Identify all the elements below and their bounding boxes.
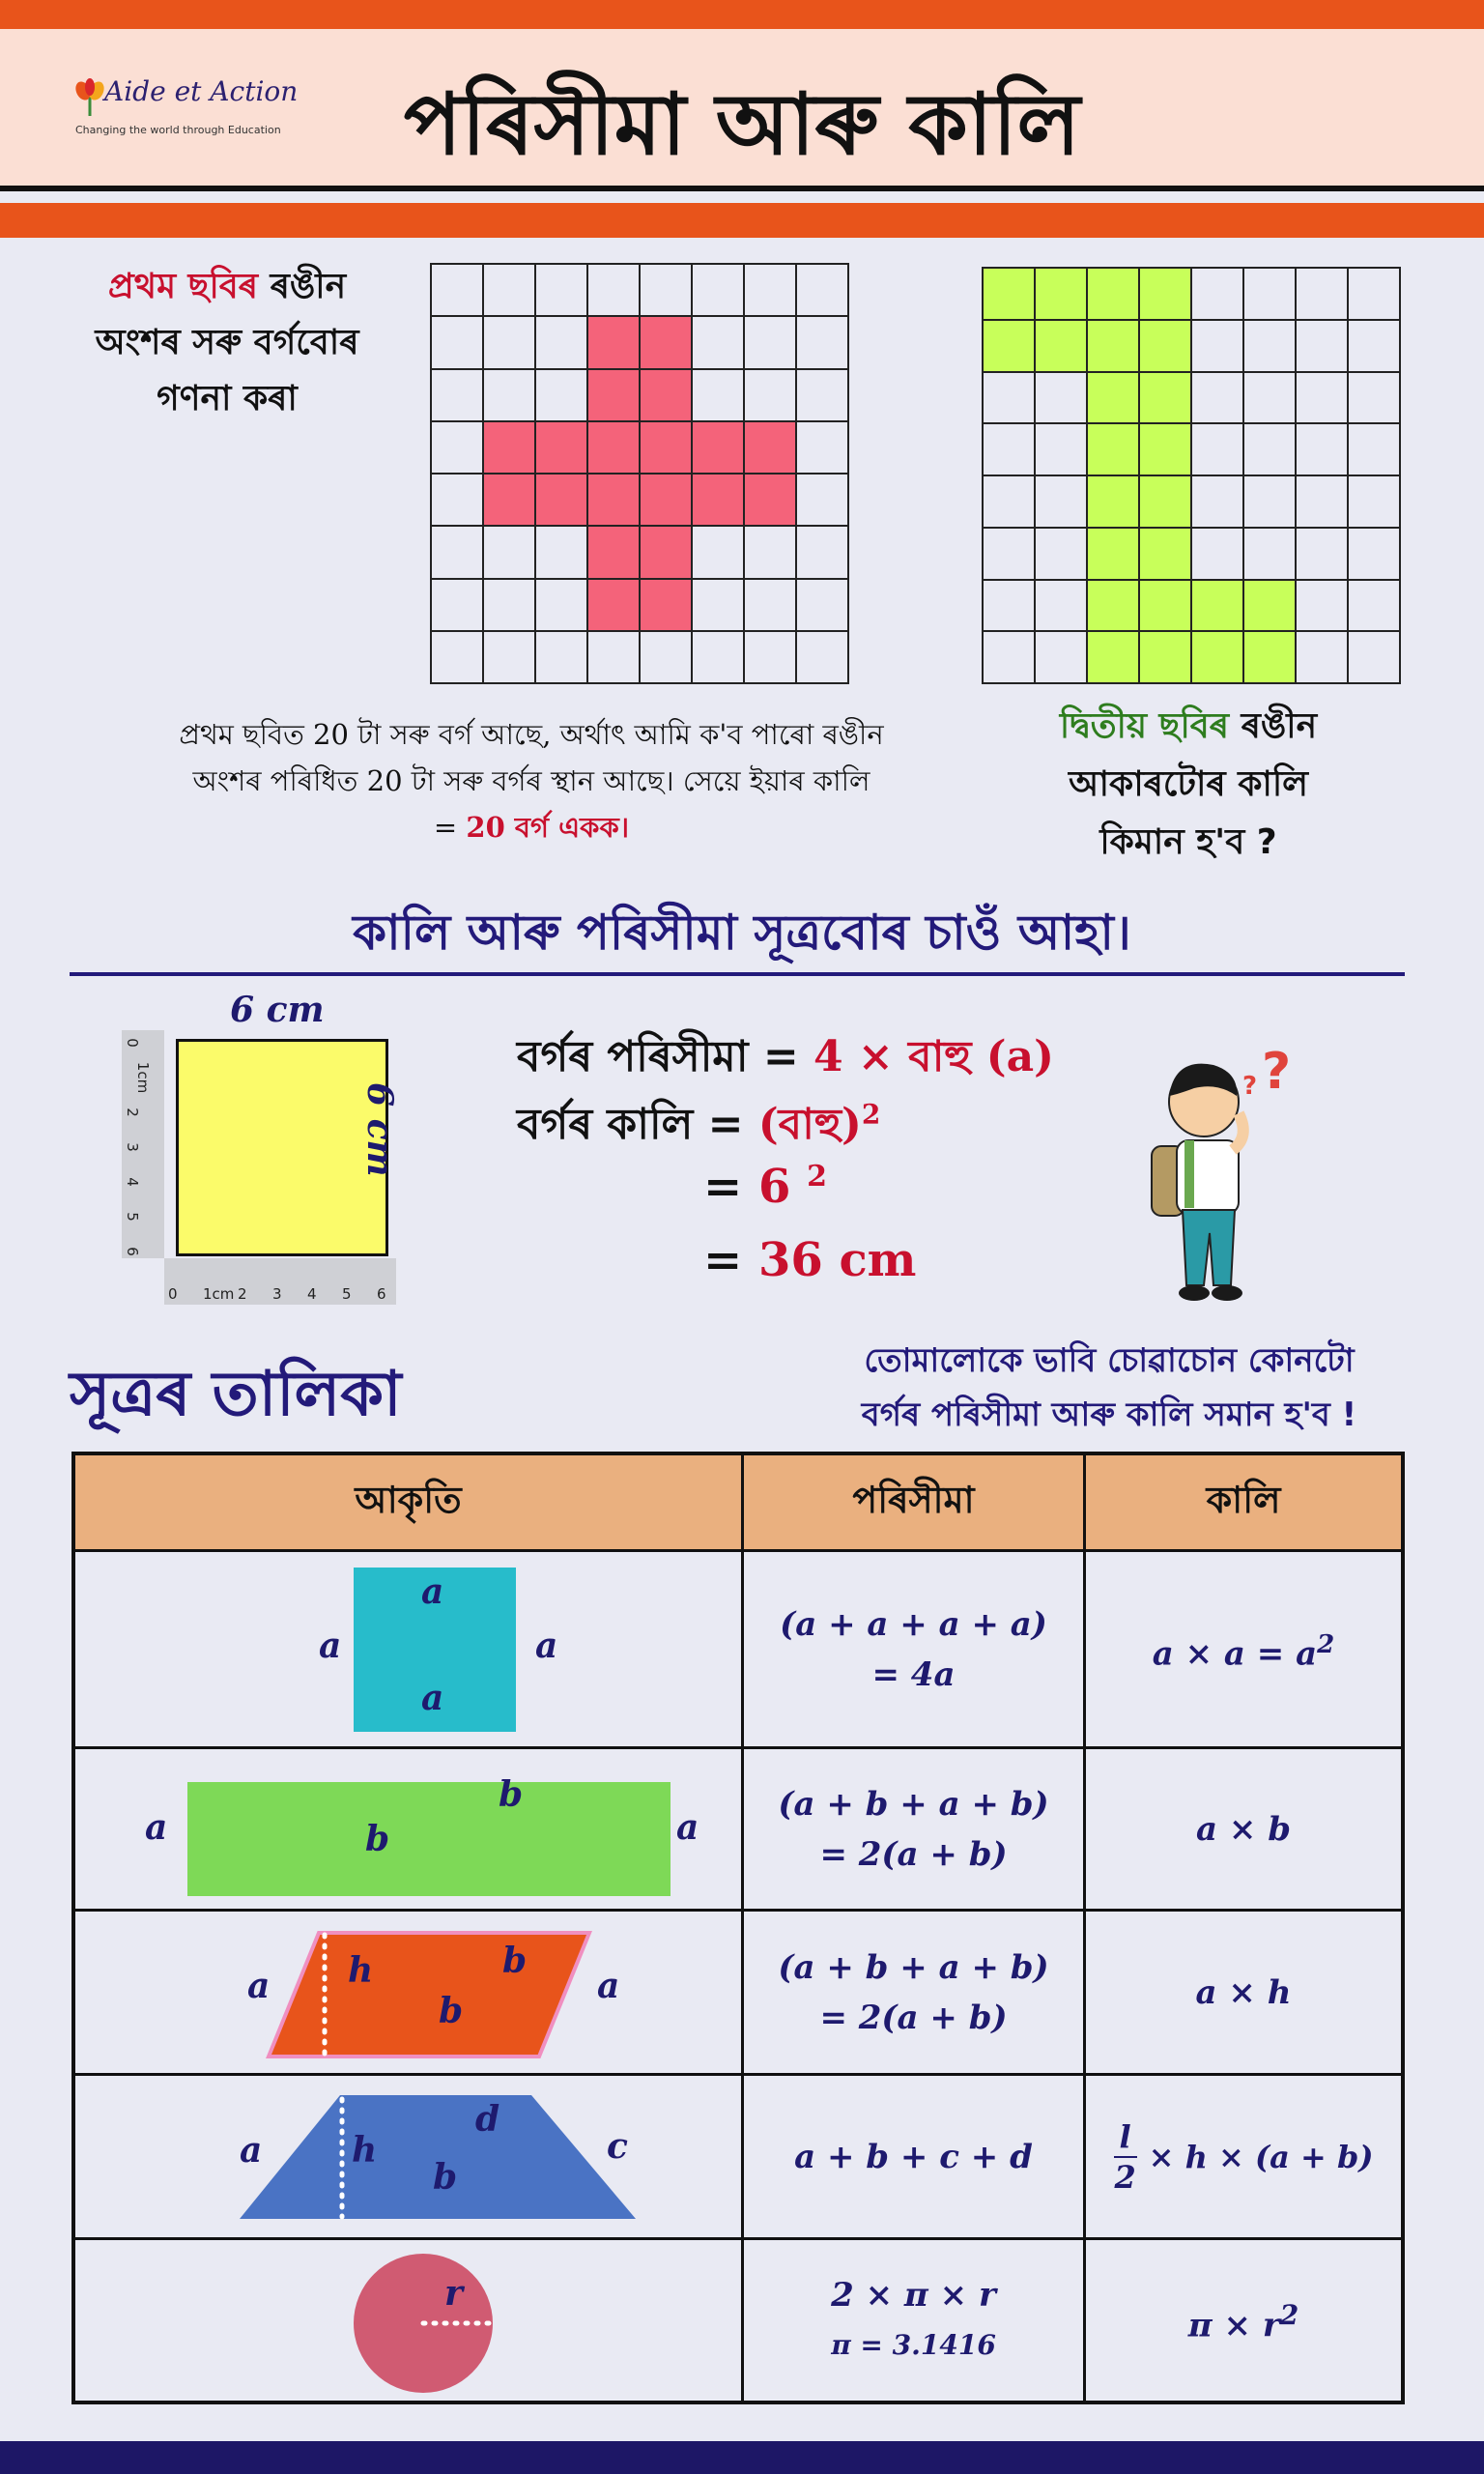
trapezium-perimeter: a + b + c + d bbox=[794, 2137, 1033, 2176]
square-area-exp-cell: 2 bbox=[1317, 1629, 1335, 1659]
grid-cell bbox=[536, 580, 588, 632]
question-second-line1: ৰঙীন bbox=[1229, 706, 1318, 746]
grid-cell-filled bbox=[1140, 632, 1192, 684]
grid-cell-filled bbox=[641, 317, 693, 369]
rectangle-label-right: a bbox=[676, 1807, 699, 1848]
grid-cell bbox=[693, 580, 745, 632]
trapezium-label-top: d bbox=[475, 2099, 500, 2140]
question-second-highlight: দ্বিতীয় ছবিৰ bbox=[1059, 706, 1230, 746]
grid-cell bbox=[984, 581, 1036, 633]
square-label-top: a bbox=[421, 1571, 444, 1612]
parallelogram-area-formula: a × h bbox=[1195, 1972, 1292, 2012]
ruler-v-tick-label: 5 bbox=[123, 1212, 141, 1222]
ruler-h-tick-label: 0 bbox=[168, 1285, 178, 1303]
grid-cell bbox=[797, 370, 849, 422]
grid-cell-filled bbox=[1088, 476, 1140, 529]
grid-cell bbox=[1036, 476, 1088, 529]
grid-cell-filled bbox=[641, 580, 693, 632]
ruler-v-tick-label: 3 bbox=[123, 1142, 141, 1152]
ruler-h-tick-label: 3 bbox=[272, 1285, 282, 1303]
grid-cell bbox=[1036, 581, 1088, 633]
grid-cell bbox=[536, 265, 588, 317]
grid-cell bbox=[432, 317, 484, 369]
grid-cell bbox=[588, 632, 641, 684]
grid-cell bbox=[797, 580, 849, 632]
grid-cell-filled bbox=[1036, 321, 1088, 373]
grid-cell bbox=[1349, 269, 1401, 321]
ruler-v-tick-label: 4 bbox=[123, 1177, 141, 1187]
grid-cell bbox=[1349, 373, 1401, 425]
trapezium-label-height: h bbox=[352, 2130, 378, 2171]
square-top-side-label: 6 cm bbox=[230, 990, 325, 1030]
table-row-square bbox=[75, 1552, 1401, 1749]
grid-cell-filled bbox=[536, 422, 588, 475]
header-bottom-stripe bbox=[0, 203, 1484, 238]
grid-cell bbox=[984, 529, 1036, 581]
first-grid bbox=[430, 263, 849, 684]
square-area-formula-cell: a × a = a bbox=[1152, 1634, 1318, 1674]
rectangle-shape bbox=[187, 1782, 671, 1896]
trapezium-label-left: a bbox=[240, 2130, 263, 2171]
square-label-right: a bbox=[535, 1625, 558, 1666]
heading-rule bbox=[70, 972, 1405, 976]
top-stripe bbox=[0, 0, 1484, 29]
rectangle-label-left: a bbox=[145, 1807, 168, 1848]
grid-cell bbox=[432, 265, 484, 317]
ruler-h-tick-label: 2 bbox=[238, 1285, 247, 1303]
grid-cell bbox=[1349, 424, 1401, 476]
rectangle-perimeter-line1: (a + b + a + b) bbox=[778, 1784, 1049, 1824]
trapezium-area-denominator: 2 bbox=[1114, 2158, 1136, 2196]
grid-cell bbox=[1297, 424, 1349, 476]
parallelogram-label-center: b bbox=[439, 1991, 464, 2031]
grid-cell bbox=[1192, 424, 1244, 476]
calc1-value: 6 bbox=[757, 1160, 791, 1214]
example-square bbox=[176, 1039, 388, 1256]
grid-cell bbox=[484, 265, 536, 317]
grid-cell bbox=[536, 317, 588, 369]
square-perimeter-line1: (a + a + a + a) bbox=[780, 1604, 1047, 1644]
grid-cell bbox=[1244, 424, 1297, 476]
grid-cell bbox=[432, 370, 484, 422]
grid-cell bbox=[984, 373, 1036, 425]
grid-cell-filled bbox=[984, 321, 1036, 373]
grid-cell-filled bbox=[1140, 373, 1192, 425]
question-second-picture bbox=[995, 698, 1382, 872]
grid-cell-filled bbox=[588, 422, 641, 475]
grid-cell bbox=[984, 632, 1036, 684]
grid-cell bbox=[1244, 529, 1297, 581]
circle-perimeter-formula: 2 × π × r bbox=[831, 2276, 996, 2315]
square-perimeter-line2: = 4a bbox=[871, 1654, 956, 1694]
ruler-v-tick-label: 0 bbox=[123, 1038, 141, 1048]
ruler-v-tick-label: 2 bbox=[123, 1108, 141, 1117]
grid-cell bbox=[1349, 321, 1401, 373]
square-area-exponent: 2 bbox=[861, 1098, 881, 1131]
grid-cell bbox=[745, 265, 797, 317]
grid-cell-filled bbox=[745, 475, 797, 527]
circle-area-formula: π × r bbox=[1187, 2306, 1280, 2345]
grid-cell-filled bbox=[641, 475, 693, 527]
grid-cell-filled bbox=[1088, 529, 1140, 581]
trapezium-label-center: b bbox=[433, 2157, 458, 2198]
grid-cell-filled bbox=[1192, 632, 1244, 684]
grid-cell bbox=[1244, 321, 1297, 373]
grid-cell bbox=[745, 632, 797, 684]
trapezium-area-fraction bbox=[1114, 2117, 1137, 2197]
grid-cell-filled bbox=[1088, 632, 1140, 684]
calc2-equals: = bbox=[703, 1233, 758, 1287]
grid-cell bbox=[536, 370, 588, 422]
grid-cell-filled bbox=[588, 317, 641, 369]
trapezium-area-formula: × h × (a + b) bbox=[1148, 2138, 1374, 2175]
grid-cell bbox=[1297, 373, 1349, 425]
grid-cell bbox=[1297, 321, 1349, 373]
grid-cell bbox=[1192, 321, 1244, 373]
rectangle-perimeter-line2: = 2(a + b) bbox=[819, 1834, 1008, 1874]
calc2-value: 36 cm bbox=[757, 1233, 917, 1287]
square-calc-step2 bbox=[703, 1233, 916, 1287]
grid-cell bbox=[693, 265, 745, 317]
first-picture-explanation bbox=[106, 711, 956, 850]
parallelogram-label-right: a bbox=[597, 1966, 620, 2006]
table-header-perimeter: পৰিসীমা bbox=[852, 1478, 975, 1521]
explanation-line1: প্ৰথম ছবিত 20 টা সৰু বৰ্গ আছে, অৰ্থাৎ আমি ক'ব পাৰো ৰঙীন bbox=[179, 718, 884, 751]
question-second-line3: কিমান হ'ব ? bbox=[1099, 822, 1277, 862]
rectangle-label-center: b bbox=[365, 1819, 390, 1859]
grid-cell-filled bbox=[1140, 424, 1192, 476]
logo-tagline: Changing the world through Education bbox=[75, 124, 281, 136]
ruler-v-tick-label: 1cm bbox=[134, 1061, 153, 1094]
explanation-answer: 20 বৰ্গ একক। bbox=[466, 811, 630, 844]
grid-cell-filled bbox=[745, 422, 797, 475]
grid-cell bbox=[1036, 529, 1088, 581]
ruler-h-tick-label: 6 bbox=[377, 1285, 386, 1303]
grid-cell-filled bbox=[588, 580, 641, 632]
parallelogram-label-top: b bbox=[502, 1941, 528, 1981]
question-first-highlight: প্ৰথম ছবিৰ bbox=[107, 267, 259, 306]
grid-cell bbox=[693, 370, 745, 422]
grid-cell-filled bbox=[693, 475, 745, 527]
grid-cell-filled bbox=[1140, 529, 1192, 581]
grid-cell bbox=[745, 370, 797, 422]
circle-shape bbox=[354, 2254, 499, 2399]
grid-cell bbox=[1349, 632, 1401, 684]
table-row-parallelogram bbox=[75, 1912, 1401, 2076]
grid-cell-filled bbox=[984, 269, 1036, 321]
grid-cell bbox=[484, 580, 536, 632]
table-row-circle bbox=[75, 2240, 1401, 2401]
calc1-exponent: 2 bbox=[807, 1160, 827, 1194]
grid-cell bbox=[1297, 476, 1349, 529]
grid-cell bbox=[1244, 476, 1297, 529]
svg-text:?: ? bbox=[1242, 1072, 1258, 1101]
circle-area-exp: 2 bbox=[1279, 2298, 1299, 2331]
grid-cell bbox=[432, 475, 484, 527]
grid-cell-filled bbox=[641, 527, 693, 579]
grid-cell bbox=[536, 527, 588, 579]
grid-cell bbox=[641, 265, 693, 317]
square-label-bottom: a bbox=[421, 1678, 444, 1718]
grid-cell-filled bbox=[588, 370, 641, 422]
square-perimeter-value: 4 × বাহু (a) bbox=[813, 1032, 1054, 1081]
formula-table bbox=[71, 1452, 1405, 2404]
grid-cell bbox=[984, 424, 1036, 476]
grid-cell-filled bbox=[641, 422, 693, 475]
grid-cell-filled bbox=[1140, 476, 1192, 529]
grid-cell-filled bbox=[1244, 632, 1297, 684]
square-perimeter-label: বৰ্গৰ পৰিসীমা = bbox=[517, 1032, 813, 1081]
grid-cell-filled bbox=[641, 370, 693, 422]
grid-cell bbox=[432, 632, 484, 684]
grid-cell bbox=[588, 265, 641, 317]
grid-cell bbox=[1349, 581, 1401, 633]
parallelogram-perimeter-line2: = 2(a + b) bbox=[819, 1998, 1008, 2037]
grid-cell bbox=[1297, 269, 1349, 321]
grid-cell-filled bbox=[1036, 269, 1088, 321]
question-first-line3: গণনা কৰা bbox=[157, 379, 298, 418]
table-header-row bbox=[75, 1455, 1401, 1552]
grid-cell bbox=[1244, 269, 1297, 321]
square-right-side-label: 6 cm bbox=[359, 1082, 400, 1177]
grid-cell-filled bbox=[588, 527, 641, 579]
grid-cell bbox=[745, 317, 797, 369]
thinking-kid-illustration bbox=[1136, 1044, 1310, 1314]
grid-cell bbox=[1297, 529, 1349, 581]
explanation-line3-prefix: = bbox=[433, 811, 467, 844]
parallelogram-perimeter-line1: (a + b + a + b) bbox=[778, 1947, 1049, 1987]
table-heading: সূত্ৰৰ তালিকা bbox=[70, 1359, 402, 1430]
rectangle-label-top: b bbox=[499, 1774, 524, 1815]
page-title: পৰিসীমা আৰু কালি bbox=[403, 74, 1081, 174]
think-line2: বৰ্গৰ পৰিসীমা আৰু কালি সমান হ'ব ! bbox=[861, 1395, 1357, 1434]
grid-cell bbox=[1192, 269, 1244, 321]
table-header-area: কালি bbox=[1206, 1478, 1281, 1521]
grid-cell bbox=[1244, 373, 1297, 425]
think-prompt bbox=[810, 1334, 1409, 1442]
ruler-h-tick-label: 5 bbox=[342, 1285, 352, 1303]
square-area-value: (বাহু) bbox=[757, 1100, 862, 1149]
grid-cell bbox=[693, 317, 745, 369]
square-label-left: a bbox=[319, 1625, 342, 1666]
grid-cell bbox=[432, 422, 484, 475]
grid-cell-filled bbox=[1088, 321, 1140, 373]
grid-cell bbox=[484, 370, 536, 422]
grid-cell bbox=[1192, 529, 1244, 581]
square-area-label: বৰ্গৰ কালি = bbox=[517, 1100, 758, 1149]
ruler-v-tick-label: 6 bbox=[123, 1247, 141, 1256]
formula-heading: কালি আৰু পৰিসীমা সূত্ৰবোৰ চাওঁ আহা। bbox=[353, 905, 1131, 961]
grid-cell-filled bbox=[484, 475, 536, 527]
square-area-formula bbox=[517, 1092, 880, 1163]
grid-cell bbox=[984, 476, 1036, 529]
grid-cell bbox=[1036, 373, 1088, 425]
table-header-shape: আকৃতি bbox=[355, 1478, 462, 1521]
explanation-line2: অংশৰ পৰিধিত 20 টা সৰু বৰ্গৰ স্থান আছে। সেয়ে ইয়াৰ কালি bbox=[192, 764, 870, 797]
grid-cell bbox=[797, 422, 849, 475]
grid-cell bbox=[1036, 424, 1088, 476]
trapezium-area-numerator: l bbox=[1114, 2117, 1137, 2158]
grid-cell bbox=[536, 632, 588, 684]
grid-cell bbox=[797, 317, 849, 369]
parallelogram-label-height: h bbox=[348, 1950, 374, 1991]
grid-cell bbox=[1349, 476, 1401, 529]
circle-label-radius: r bbox=[444, 2273, 463, 2314]
svg-text:?: ? bbox=[1262, 1044, 1292, 1101]
question-first-line1: ৰঙীন bbox=[258, 267, 347, 306]
grid-cell bbox=[1297, 581, 1349, 633]
grid-cell bbox=[1192, 476, 1244, 529]
footer-bar bbox=[0, 2441, 1484, 2474]
parallelogram-label-left: a bbox=[247, 1966, 271, 2006]
ruler-h-tick-label: 4 bbox=[307, 1285, 317, 1303]
grid-cell bbox=[693, 527, 745, 579]
grid-cell bbox=[432, 580, 484, 632]
question-second-line2: আকাৰটোৰ কালি bbox=[1069, 764, 1308, 804]
grid-cell bbox=[1192, 373, 1244, 425]
grid-cell-filled bbox=[1140, 321, 1192, 373]
grid-cell bbox=[745, 527, 797, 579]
grid-cell bbox=[797, 265, 849, 317]
grid-cell bbox=[432, 527, 484, 579]
table-row-rectangle bbox=[75, 1749, 1401, 1912]
think-line1: তোমালোকে ভাবি চোৱাচোন কোনটো bbox=[864, 1341, 1355, 1380]
rectangle-area-formula: a × b bbox=[1196, 1809, 1291, 1849]
grid-cell bbox=[641, 632, 693, 684]
grid-cell bbox=[1036, 632, 1088, 684]
grid-cell-filled bbox=[588, 475, 641, 527]
square-calc-step1 bbox=[703, 1160, 827, 1214]
question-first-line2: অংশৰ সৰু বৰ্গবোৰ bbox=[95, 323, 359, 362]
question-first-picture bbox=[48, 259, 406, 427]
grid-cell-filled bbox=[1192, 581, 1244, 633]
grid-cell-filled bbox=[693, 422, 745, 475]
grid-cell-filled bbox=[1088, 269, 1140, 321]
circle-pi-value: π = 3.1416 bbox=[831, 2329, 996, 2361]
table-row-trapezium bbox=[75, 2076, 1401, 2240]
grid-cell-filled bbox=[1244, 581, 1297, 633]
grid-cell-filled bbox=[1088, 581, 1140, 633]
square-perimeter-formula bbox=[517, 1024, 1054, 1095]
grid-cell-filled bbox=[1140, 581, 1192, 633]
grid-cell-filled bbox=[1088, 373, 1140, 425]
grid-cell bbox=[1349, 529, 1401, 581]
grid-cell bbox=[1297, 632, 1349, 684]
parallelogram-shape bbox=[265, 1929, 593, 2060]
grid-cell bbox=[797, 527, 849, 579]
grid-cell-filled bbox=[1140, 269, 1192, 321]
grid-cell bbox=[797, 632, 849, 684]
calc1-equals: = bbox=[703, 1160, 758, 1214]
grid-cell-filled bbox=[536, 475, 588, 527]
logo-name: Aide et Action bbox=[104, 75, 299, 107]
grid-cell-filled bbox=[1088, 424, 1140, 476]
grid-cell bbox=[484, 317, 536, 369]
grid-cell bbox=[693, 632, 745, 684]
grid-cell bbox=[484, 527, 536, 579]
grid-cell bbox=[745, 580, 797, 632]
ruler-h-tick-label: 1cm bbox=[203, 1285, 235, 1303]
grid-cell-filled bbox=[484, 422, 536, 475]
second-grid bbox=[982, 267, 1401, 684]
trapezium-label-right: c bbox=[607, 2126, 628, 2167]
grid-cell bbox=[797, 475, 849, 527]
grid-cell bbox=[484, 632, 536, 684]
